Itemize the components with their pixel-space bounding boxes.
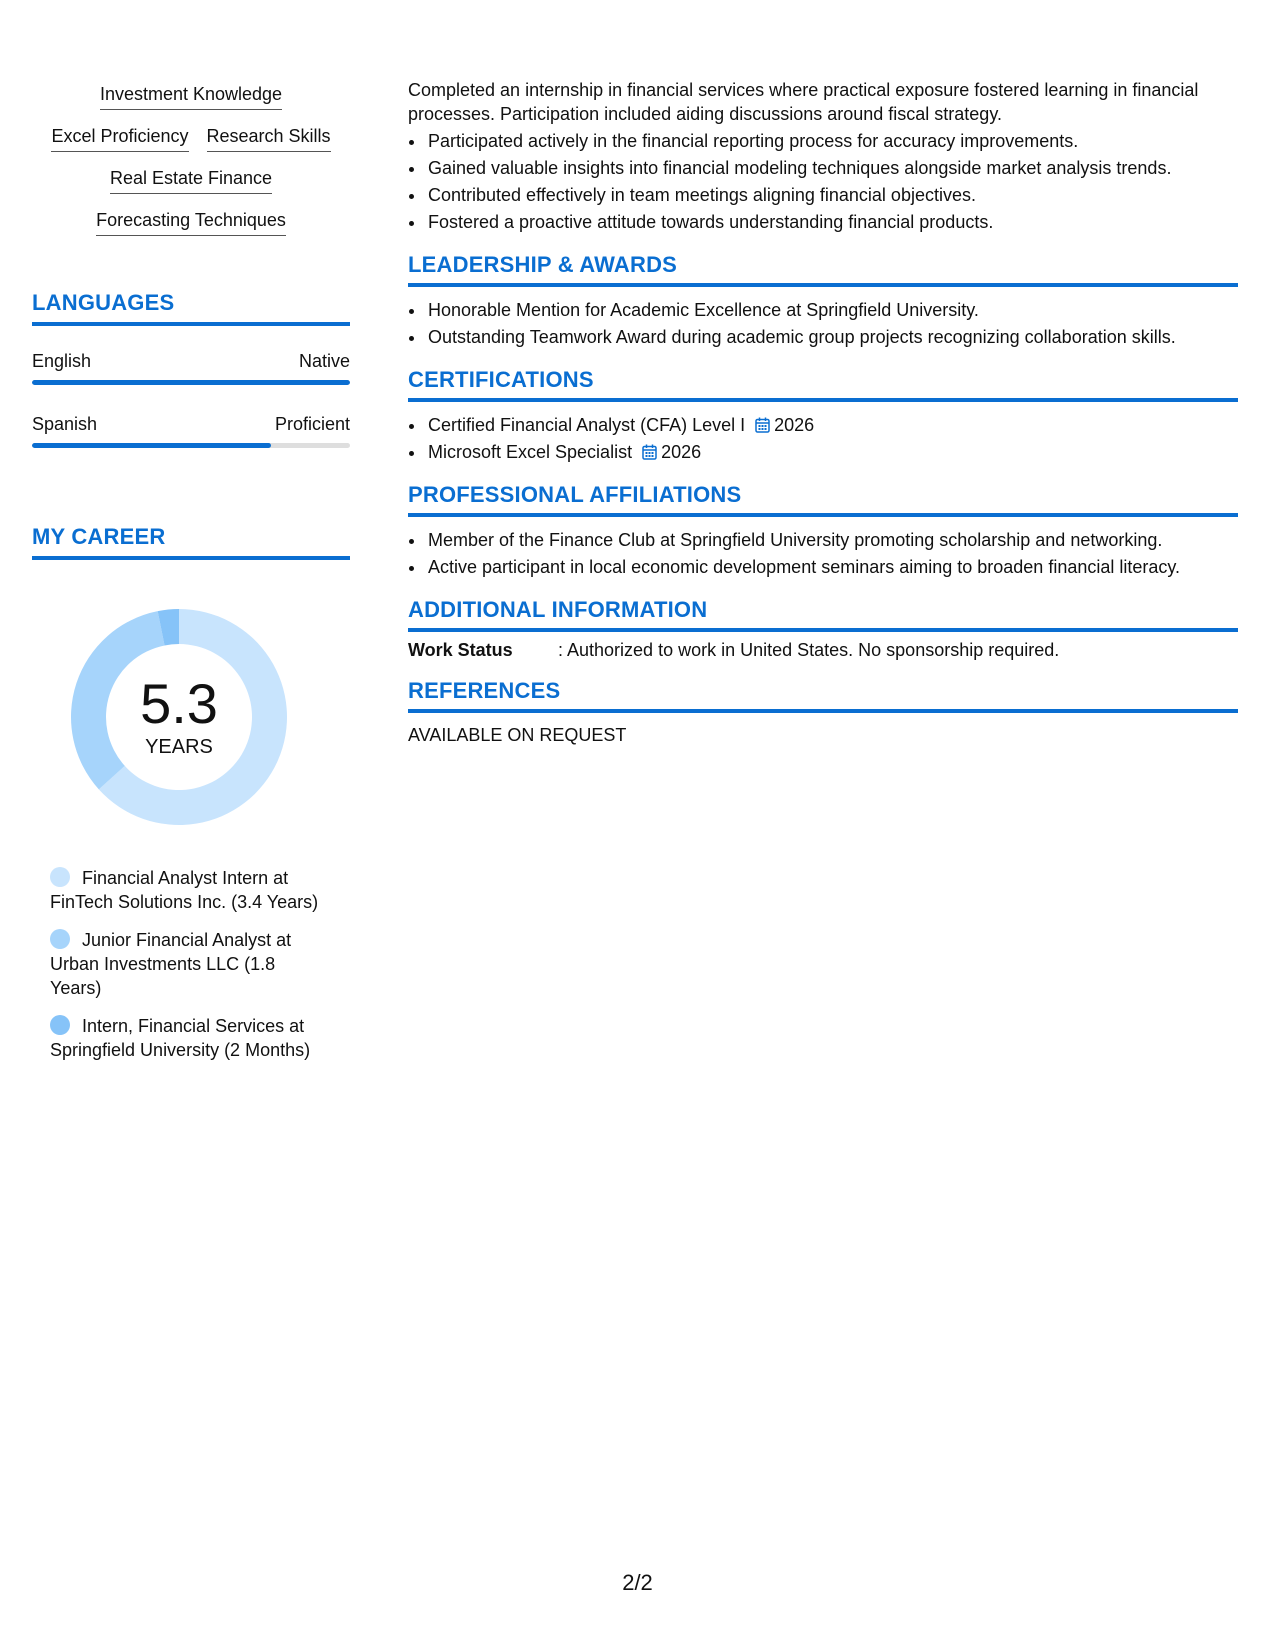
legend-dot xyxy=(50,929,70,949)
certification-name: Microsoft Excel Specialist xyxy=(428,442,633,462)
career-legend-item xyxy=(50,928,330,1000)
skill-tag: Research Skills xyxy=(207,124,331,152)
references-section xyxy=(408,678,1238,747)
leadership-section xyxy=(408,252,1238,351)
additional-info-heading: ADDITIONAL INFORMATION xyxy=(408,597,1238,632)
leadership-heading: LEADERSHIP & AWARDS xyxy=(408,252,1238,287)
certification-name: Certified Financial Analyst (CFA) Level I xyxy=(428,415,746,435)
certification-item xyxy=(426,439,1238,466)
work-status-row xyxy=(408,638,1238,662)
right-column xyxy=(408,78,1238,747)
language-proficiency-fill xyxy=(32,443,271,448)
languages-heading: LANGUAGES xyxy=(32,290,350,326)
legend-dot xyxy=(50,1015,70,1035)
language-item xyxy=(32,413,350,448)
experience-description: Completed an internship in financial services where practical exposure fostered learning in financial processes. Participation included aiding discussions around fiscal strategy. xyxy=(408,80,1199,124)
career-legend-item xyxy=(50,866,330,914)
language-name: Spanish xyxy=(32,414,98,434)
experience-bullets xyxy=(408,128,1238,236)
calendar-icon xyxy=(642,444,657,460)
additional-info-section xyxy=(408,597,1238,662)
affiliation-item: • Member of the Finance Club at Springfield University promoting scholarship and networking. xyxy=(426,527,1238,554)
references-text: AVAILABLE ON REQUEST xyxy=(408,725,627,745)
career-heading: MY CAREER xyxy=(32,524,350,560)
leadership-item: • Honorable Mention for Academic Excellence at Springfield University. xyxy=(426,297,1238,324)
career-legend xyxy=(50,866,330,1062)
affiliations-heading: PROFESSIONAL AFFILIATIONS xyxy=(408,482,1238,517)
certification-item xyxy=(426,412,1238,439)
career-total-unit: YEARS xyxy=(145,736,213,758)
work-status-label: Work Status xyxy=(408,640,513,660)
career-legend-item xyxy=(50,1014,330,1062)
legend-dot xyxy=(50,867,70,887)
language-item xyxy=(32,350,350,385)
career-role-label: Intern, Financial Services at Springfield University (2 Months) xyxy=(50,1016,311,1060)
skill-tag: Investment Knowledge xyxy=(100,82,282,110)
language-name: English xyxy=(32,351,92,371)
work-status-value: : Authorized to work in United States. No sponsorship required. xyxy=(558,640,1060,660)
skill-tag: Excel Proficiency xyxy=(51,124,188,152)
experience-bullet: • Participated actively in the financial reporting process for accuracy improvements. xyxy=(426,128,1238,155)
certification-year: 2026 xyxy=(774,415,815,435)
language-proficiency-fill xyxy=(32,380,350,385)
skill-tag: Forecasting Techniques xyxy=(96,208,286,236)
experience-bullet: • Gained valuable insights into financial modeling techniques alongside market analysis trends. xyxy=(426,155,1238,182)
calendar-icon xyxy=(755,417,770,433)
experience-bullet: • Fostered a proactive attitude towards understanding financial products. xyxy=(426,209,1238,236)
career-role-label: Financial Analyst Intern at FinTech Solutions Inc. (3.4 Years) xyxy=(50,868,319,912)
skills-list xyxy=(32,82,350,236)
career-role-label: Junior Financial Analyst at Urban Investments LLC (1.8 Years) xyxy=(50,930,292,998)
career-donut-chart xyxy=(64,602,294,832)
language-proficiency-bar xyxy=(32,443,350,448)
affiliation-item: • Active participant in local economic development seminars aiming to broaden financial literacy. xyxy=(426,554,1238,581)
certifications-section xyxy=(408,367,1238,466)
experience-bullet: • Contributed effectively in team meetings aligning financial objectives. xyxy=(426,182,1238,209)
language-level: Native xyxy=(298,351,350,371)
references-heading: REFERENCES xyxy=(408,678,1238,713)
leadership-item: • Outstanding Teamwork Award during academic group projects recognizing collaboration skills. xyxy=(426,324,1238,351)
career-total-value: 5.3 xyxy=(140,672,218,735)
skill-tag: Real Estate Finance xyxy=(110,166,272,194)
left-column xyxy=(32,82,350,1076)
certifications-heading: CERTIFICATIONS xyxy=(408,367,1238,402)
affiliations-section xyxy=(408,482,1238,581)
certification-year: 2026 xyxy=(661,442,702,462)
language-level: Proficient xyxy=(274,414,350,434)
page-number: 2/2 xyxy=(622,1570,653,1595)
language-proficiency-bar xyxy=(32,380,350,385)
